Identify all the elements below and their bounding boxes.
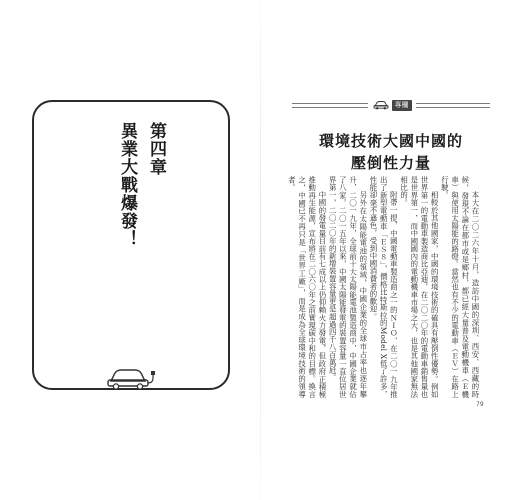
article-title-line-1: 環境技術大國中國的: [318, 132, 463, 150]
body-paragraph: 附帶一提，中國電動車製造商之一的ＮＩＯ，在二〇一九年推出了新型電動車「ＥＳ８」，價格比特斯拉的Model X低了許多，性能卻毫不遜色，受到中國消費者的歡迎。: [368, 176, 399, 398]
body-paragraph: 中國的發電量目前有七成以上仍仰賴火力發電，但政府正積極推動再生能源，宣布將在二〇六〇年之前實現碳中和的目標。換言之，中國已不再只是「世界工廠」，而是成為全球環境技術的領導者。: [287, 176, 327, 398]
body-paragraph: 相較於其他國家，中國的環境技術的確具有壓倒性優勢。例如世界第一的電動車製造商比亞迪，在二〇二〇年的電動車銷售量也是世界第一，而中國國內的電動機車市場之大，也是其他國家無法相比的。: [399, 176, 440, 398]
article-title: [292, 130, 490, 174]
page-number: 79: [476, 401, 484, 408]
chapter-number: 第四章: [146, 122, 166, 176]
column-label: 專欄: [392, 100, 412, 111]
article-title-line-2: 壓倒性力量: [350, 154, 431, 172]
chapter-title: 異業大戰爆發！: [117, 122, 137, 248]
column-badge: [368, 98, 416, 112]
book-gutter: [260, 0, 261, 500]
body-paragraph: 本大在二〇二六年十月，造訪中國的深圳、西安、西藏的時候，發現不論在都市或是鄉村，都已經大量普及電動機車（Ｅ機車）與使用太陽能的路燈。當然也有不少的電動車（ＥＶ）在路上行駛。: [440, 176, 480, 398]
car-icon: [373, 100, 389, 110]
body-paragraph: 另外在太陽能電池的領域，中國企業的全球市占率也逐年攀升，二〇一九年，全球前十大太陽能電池製造商中，中國企業就佔了八家。二〇一五年以來，中國太陽能發電的裝置容量一直位居世界第一，二〇二〇年的新增裝置容量更是超過四千八百萬瓩。: [328, 176, 368, 398]
article-body: [276, 176, 480, 398]
electric-car-icon: [103, 363, 159, 391]
chapter-heading: [118, 122, 164, 248]
